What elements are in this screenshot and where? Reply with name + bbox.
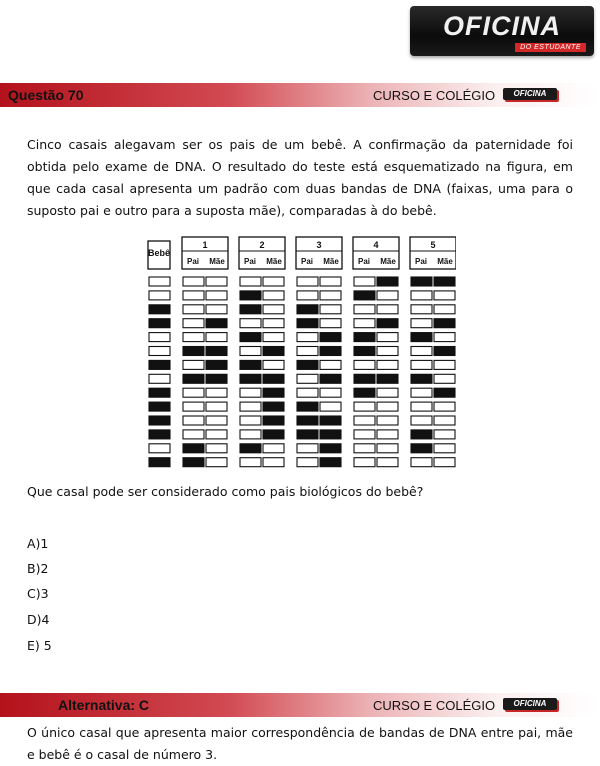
band-couple-2-mother-14	[263, 458, 284, 467]
couple-3-father-label: Pai	[300, 257, 314, 266]
band-couple-3-father-8	[297, 374, 318, 383]
band-baby-7	[149, 360, 170, 369]
band-couple-4-mother-12	[377, 430, 398, 439]
couple-4-father-label: Pai	[357, 257, 371, 266]
band-couple-1-father-1	[183, 277, 204, 286]
band-baby-1	[149, 277, 170, 286]
band-couple-5-father-11	[411, 416, 432, 425]
band-couple-5-mother-8	[434, 374, 455, 383]
band-couple-2-mother-5	[263, 333, 284, 342]
band-couple-1-mother-2	[206, 291, 227, 300]
band-couple-2-mother-8	[263, 374, 284, 383]
band-couple-4-mother-3	[377, 305, 398, 314]
band-couple-4-mother-10	[377, 402, 398, 411]
band-couple-2-mother-11	[263, 416, 284, 425]
answer-label: Alternativa: C	[58, 697, 150, 713]
band-couple-1-father-6	[183, 347, 204, 356]
band-couple-5-mother-10	[434, 402, 455, 411]
option-e[interactable]: E) 5	[27, 638, 52, 653]
question-prompt: Que casal pode ser considerado como pais biológicos do bebê?	[27, 484, 424, 499]
band-couple-5-father-8	[411, 374, 432, 383]
band-baby-13	[149, 444, 170, 453]
mini-logo: OFICINA	[503, 88, 557, 100]
band-couple-4-mother-14	[377, 458, 398, 467]
band-couple-5-father-5	[411, 333, 432, 342]
option-b[interactable]: B)2	[27, 561, 49, 576]
band-couple-1-mother-11	[206, 416, 227, 425]
band-couple-3-father-2	[297, 291, 318, 300]
band-couple-1-mother-6	[206, 347, 227, 356]
question-number: Questão 70	[8, 87, 84, 103]
band-couple-3-mother-4	[320, 319, 341, 328]
baby-label: Bebê	[147, 248, 171, 258]
band-couple-2-mother-9	[263, 388, 284, 397]
band-couple-5-father-14	[411, 458, 432, 467]
band-couple-2-mother-2	[263, 291, 284, 300]
answer-course-label: CURSO E COLÉGIO	[373, 698, 496, 713]
band-couple-3-mother-1	[320, 277, 341, 286]
band-couple-3-father-4	[297, 319, 318, 328]
band-couple-5-mother-13	[434, 444, 455, 453]
band-couple-5-father-10	[411, 402, 432, 411]
band-couple-4-mother-6	[377, 347, 398, 356]
band-couple-1-father-13	[183, 444, 204, 453]
couple-3-mother-label: Mãe	[323, 257, 339, 266]
band-couple-5-father-6	[411, 347, 432, 356]
band-couple-2-father-7	[240, 360, 261, 369]
band-couple-3-mother-2	[320, 291, 341, 300]
band-couple-5-father-2	[411, 291, 432, 300]
band-couple-1-mother-13	[206, 444, 227, 453]
band-couple-4-mother-13	[377, 444, 398, 453]
band-couple-1-mother-4	[206, 319, 227, 328]
band-couple-3-father-6	[297, 347, 318, 356]
band-couple-3-father-13	[297, 444, 318, 453]
band-couple-5-father-13	[411, 444, 432, 453]
band-couple-2-mother-4	[263, 319, 284, 328]
answer-header-bar	[0, 693, 600, 717]
band-couple-3-mother-14	[320, 458, 341, 467]
band-baby-10	[149, 402, 170, 411]
band-baby-5	[149, 333, 170, 342]
band-couple-4-mother-2	[377, 291, 398, 300]
band-baby-12	[149, 430, 170, 439]
band-couple-5-father-9	[411, 388, 432, 397]
band-couple-4-mother-9	[377, 388, 398, 397]
band-couple-1-mother-9	[206, 388, 227, 397]
band-couple-3-father-7	[297, 360, 318, 369]
band-couple-2-father-1	[240, 277, 261, 286]
band-couple-2-father-12	[240, 430, 261, 439]
band-couple-4-mother-8	[377, 374, 398, 383]
band-couple-1-father-4	[183, 319, 204, 328]
band-couple-2-mother-10	[263, 402, 284, 411]
band-couple-4-father-7	[354, 360, 375, 369]
band-couple-1-father-5	[183, 333, 204, 342]
band-couple-5-mother-7	[434, 360, 455, 369]
band-couple-3-father-1	[297, 277, 318, 286]
band-couple-4-father-11	[354, 416, 375, 425]
band-couple-5-mother-11	[434, 416, 455, 425]
band-couple-2-father-13	[240, 444, 261, 453]
band-couple-1-mother-5	[206, 333, 227, 342]
band-couple-2-mother-13	[263, 444, 284, 453]
band-couple-1-mother-8	[206, 374, 227, 383]
band-couple-4-father-5	[354, 333, 375, 342]
band-couple-2-father-2	[240, 291, 261, 300]
course-label: CURSO E COLÉGIO	[373, 88, 496, 103]
band-couple-2-father-3	[240, 305, 261, 314]
couple-5-mother-label: Mãe	[437, 257, 453, 266]
band-couple-3-mother-9	[320, 388, 341, 397]
band-couple-1-mother-1	[206, 277, 227, 286]
band-couple-3-mother-10	[320, 402, 341, 411]
band-couple-5-father-7	[411, 360, 432, 369]
band-couple-5-father-1	[411, 277, 432, 286]
couple-4-number: 4	[373, 240, 379, 250]
band-couple-2-father-8	[240, 374, 261, 383]
couple-2-father-label: Pai	[243, 257, 257, 266]
band-couple-3-mother-13	[320, 444, 341, 453]
band-couple-1-father-3	[183, 305, 204, 314]
band-couple-1-father-7	[183, 360, 204, 369]
band-couple-2-mother-3	[263, 305, 284, 314]
band-couple-4-father-12	[354, 430, 375, 439]
couple-1-number: 1	[202, 240, 208, 250]
band-couple-5-father-12	[411, 430, 432, 439]
band-couple-2-mother-12	[263, 430, 284, 439]
band-couple-3-father-11	[297, 416, 318, 425]
band-couple-4-father-9	[354, 388, 375, 397]
option-c[interactable]: C)3	[27, 586, 49, 601]
band-couple-5-mother-5	[434, 333, 455, 342]
couple-2-number: 2	[259, 240, 265, 250]
option-d[interactable]: D)4	[27, 612, 50, 627]
band-couple-1-mother-12	[206, 430, 227, 439]
band-couple-2-mother-6	[263, 347, 284, 356]
band-couple-2-father-6	[240, 347, 261, 356]
band-couple-3-father-3	[297, 305, 318, 314]
band-couple-4-father-1	[354, 277, 375, 286]
band-couple-2-mother-1	[263, 277, 284, 286]
band-couple-1-father-10	[183, 402, 204, 411]
couple-1-father-label: Pai	[186, 257, 200, 266]
band-couple-5-mother-6	[434, 347, 455, 356]
band-couple-2-father-9	[240, 388, 261, 397]
band-couple-1-father-11	[183, 416, 204, 425]
band-couple-4-father-6	[354, 347, 375, 356]
band-baby-14	[149, 458, 170, 467]
band-couple-1-mother-7	[206, 360, 227, 369]
band-couple-1-mother-10	[206, 402, 227, 411]
band-couple-2-father-11	[240, 416, 261, 425]
couple-3-number: 3	[316, 240, 322, 250]
couple-1-mother-label: Mãe	[209, 257, 225, 266]
band-couple-2-father-5	[240, 333, 261, 342]
band-couple-3-father-10	[297, 402, 318, 411]
band-couple-1-father-8	[183, 374, 204, 383]
band-couple-1-father-12	[183, 430, 204, 439]
band-couple-4-father-13	[354, 444, 375, 453]
couple-2-mother-label: Mãe	[266, 257, 282, 266]
band-couple-4-father-8	[354, 374, 375, 383]
logo-wordmark: OFICINA	[443, 11, 561, 41]
band-couple-5-mother-1	[434, 277, 455, 286]
oficina-logo	[410, 6, 594, 56]
answer-explanation: O único casal que apresenta maior correspondência de bandas de DNA entre pai, mãe e bebê é o casal de número 3.	[27, 725, 573, 762]
couple-5-number: 5	[430, 240, 436, 250]
dna-band-figure	[144, 233, 456, 473]
band-couple-3-mother-5	[320, 333, 341, 342]
band-couple-2-mother-7	[263, 360, 284, 369]
band-baby-11	[149, 416, 170, 425]
answer-mini-logo: OFICINA	[503, 698, 557, 710]
couple-4-mother-label: Mãe	[380, 257, 396, 266]
band-couple-3-mother-3	[320, 305, 341, 314]
band-couple-1-father-9	[183, 388, 204, 397]
band-couple-4-father-2	[354, 291, 375, 300]
band-couple-1-mother-14	[206, 458, 227, 467]
band-couple-3-father-14	[297, 458, 318, 467]
band-couple-5-mother-12	[434, 430, 455, 439]
band-couple-4-father-14	[354, 458, 375, 467]
band-couple-4-father-3	[354, 305, 375, 314]
band-couple-4-father-4	[354, 319, 375, 328]
band-couple-4-mother-7	[377, 360, 398, 369]
band-baby-3	[149, 305, 170, 314]
band-couple-3-father-12	[297, 430, 318, 439]
band-couple-3-mother-11	[320, 416, 341, 425]
logo-tagline: DO ESTUDANTE	[515, 43, 586, 52]
band-baby-9	[149, 388, 170, 397]
question-header-bar	[0, 83, 600, 107]
band-couple-2-father-4	[240, 319, 261, 328]
band-couple-5-mother-9	[434, 388, 455, 397]
band-couple-5-father-4	[411, 319, 432, 328]
band-couple-4-mother-5	[377, 333, 398, 342]
band-couple-3-mother-7	[320, 360, 341, 369]
option-a[interactable]: A)1	[27, 536, 49, 551]
band-couple-2-father-10	[240, 402, 261, 411]
band-couple-2-father-14	[240, 458, 261, 467]
band-couple-3-mother-6	[320, 347, 341, 356]
band-couple-3-father-5	[297, 333, 318, 342]
band-couple-4-father-10	[354, 402, 375, 411]
question-statement: Cinco casais alegavam ser os pais de um bebê. A confirmação da paternidade foi obtida pelo exame de DNA. O resultado do teste está esquematizado na figura, em que cada casal apresenta um padrão com duas bandas de DNA (faixas, uma para o suposto pai e outro para a suposta mãe), comparadas à do bebê.	[27, 137, 573, 218]
band-couple-5-mother-3	[434, 305, 455, 314]
band-couple-5-mother-14	[434, 458, 455, 467]
band-couple-3-father-9	[297, 388, 318, 397]
band-couple-1-father-2	[183, 291, 204, 300]
band-couple-1-mother-3	[206, 305, 227, 314]
band-couple-4-mother-1	[377, 277, 398, 286]
band-couple-5-father-3	[411, 305, 432, 314]
band-couple-3-mother-8	[320, 374, 341, 383]
band-couple-5-mother-4	[434, 319, 455, 328]
band-couple-3-mother-12	[320, 430, 341, 439]
couple-5-father-label: Pai	[414, 257, 428, 266]
band-couple-4-mother-4	[377, 319, 398, 328]
band-baby-8	[149, 374, 170, 383]
band-baby-2	[149, 291, 170, 300]
band-couple-4-mother-11	[377, 416, 398, 425]
band-baby-6	[149, 347, 170, 356]
band-couple-5-mother-2	[434, 291, 455, 300]
band-baby-4	[149, 319, 170, 328]
band-couple-1-father-14	[183, 458, 204, 467]
